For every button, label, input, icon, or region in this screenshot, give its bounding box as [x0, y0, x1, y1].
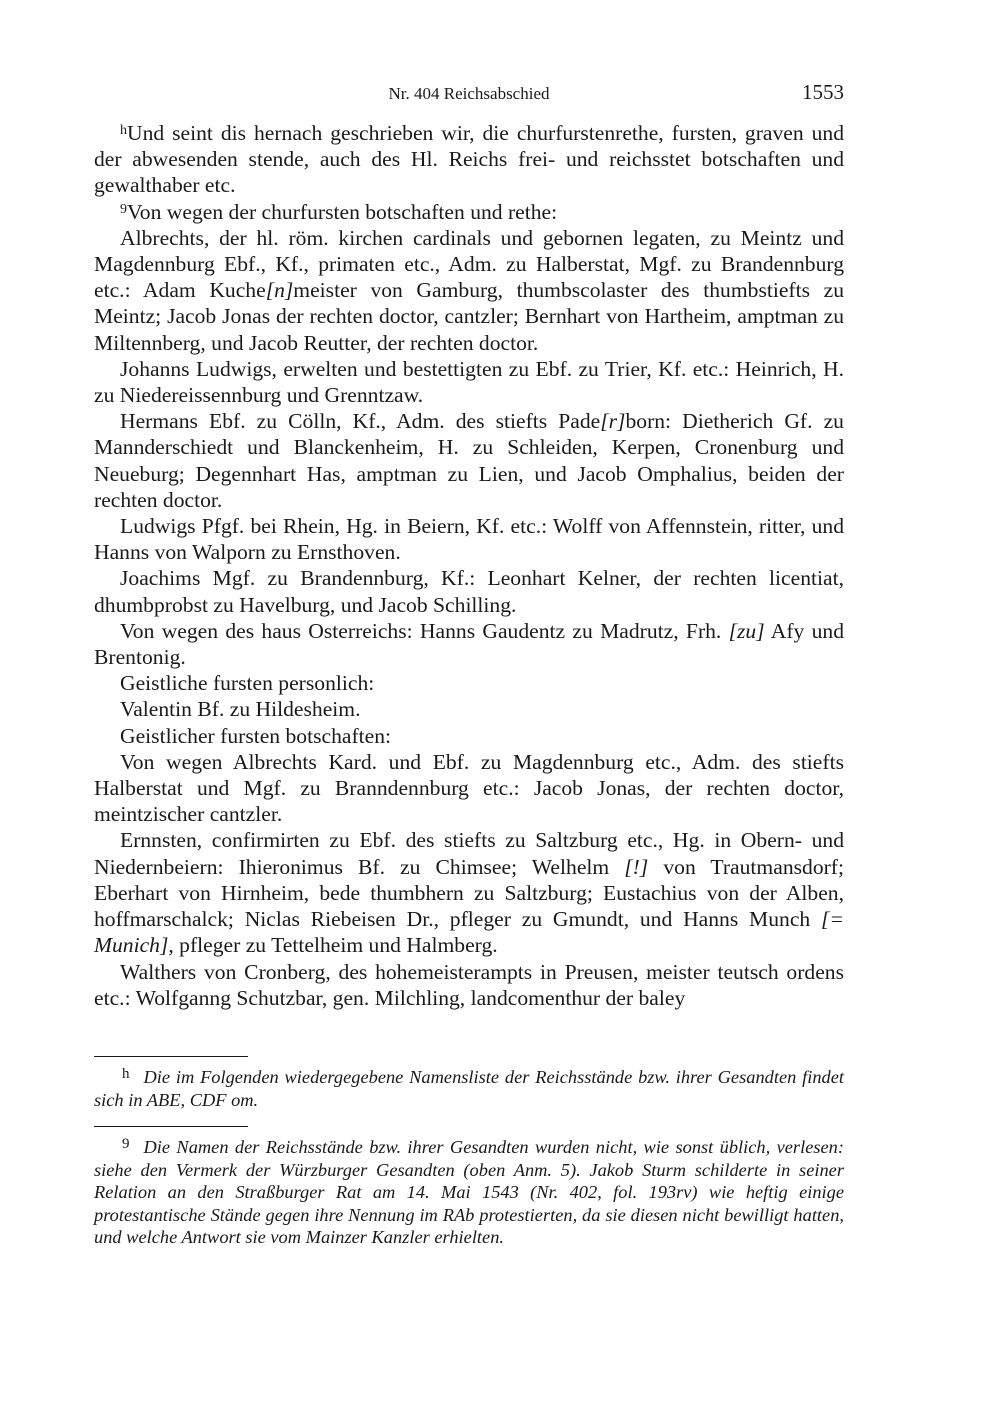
- paragraph: Hermans Ebf. zu Cölln, Kf., Adm. des stiefts Pade[r]born: Dietherich Gf. zu Mannderschiedt und Blanckenheim, H. zu Schleiden, Kerpen, Cronenburg und Neueburg; Degennhart Has, amptman zu Lien, und Jacob Omphalius, beiden der rechten doctor.: [94, 409, 844, 512]
- paragraph: Walthers von Cronberg, des hohemeisterampts in Preusen, meister teutsch ordens etc.: Wolfganng Schutzbar, gen. Milchling, landcomenthur der baley: [94, 959, 844, 1010]
- footnote-h: $^h$ Die im Folgenden wiedergegebene Namensliste der Reichsstände bzw. ihrer Gesandten findet sich in ABE, CDF om.: [94, 1066, 844, 1110]
- editorial-insertion: [= Munich]: [94, 907, 844, 958]
- paragraph: Joachims Mgf. zu Brandennburg, Kf.: Leonhart Kelner, der rechten licentiat, dhumbprobst zu Havelburg, und Jacob Schilling.: [94, 566, 844, 617]
- paragraph: Geistliche fursten personlich:: [120, 671, 375, 696]
- editorial-insertion: [!]: [624, 854, 649, 879]
- paragraph: $^h$Und seint dis hernach geschrieben wir, die churfurstenrethe, fursten, graven und der abwesenden stende, auch des Hl. Reichs frei- und reichsstet botschaften und gewalthaber etc.: [94, 121, 844, 198]
- footnote-9: $^9$ Die Namen der Reichsstände bzw. ihrer Gesandten wurden nicht, wie sonst üblich, verlesen: siehe den Vermerk der Würzburger Gesandten (oben Anm. 5). Jakob Sturm schilderte in seiner Relation an den Straßburger Rat am 14. Mai 1543 (Nr. 402, fol. 193rv) wie heftig einige protestantische Stände gegen ihre Nennung im RAb protestierten, da sie diesen nicht bewilligt hatten, und welche Antwort sie vom Mainzer Kanzler erhielten.: [94, 1136, 844, 1248]
- editorial-insertion: [r]: [600, 409, 626, 434]
- footnote-rule: [94, 1056, 248, 1057]
- footnote-mark: h: [120, 123, 127, 138]
- footnote-mark: 9: [122, 1136, 130, 1152]
- paragraph: Ludwigs Pfgf. bei Rhein, Hg. in Beiern, Kf. etc.: Wolff von Affennstein, ritter, und Hanns von Walporn zu Ernsthoven.: [94, 514, 844, 565]
- paragraph: $^9$Von wegen der churfursten botschaften und rethe:: [120, 199, 558, 224]
- paragraph: Valentin Bf. zu Hildesheim.: [120, 697, 361, 722]
- footnote-mark: h: [122, 1066, 130, 1082]
- running-title: Nr. 404 Reichsabschied: [388, 84, 550, 103]
- paragraph: Johanns Ludwigs, erwelten und bestettigten zu Ebf. zu Trier, Kf. etc.: Heinrich, H. zu Niedereissennburg und Grenntzaw.: [94, 356, 844, 408]
- paragraph: Von wegen des haus Osterreichs: Hanns Gaudentz zu Madrutz, Frh. [zu] Afy und Brentonig.: [94, 618, 845, 670]
- paragraph: Geistlicher fursten botschaften:: [120, 723, 392, 748]
- page-number: 1553: [802, 80, 844, 104]
- paragraph: Albrechts, der hl. röm. kirchen cardinals und gebornen legaten, zu Meintz und Magdennburg Ebf., Kf., primaten etc., Adm. zu Halberstat, Mgf. zu Brandennburg etc.: Adam Kuche[n]meister von Gamburg, thumbscolaster des thumbstiefts zu Meintz; Jacob Jonas der rechten doctor, cantzler; Bernhart von Hartheim, amptman zu Miltennberg, und Jacob Reutter, der rechten doctor.: [94, 225, 844, 355]
- footnote-rule: [94, 1126, 248, 1127]
- paragraph: Ernnsten, confirmirten zu Ebf. des stiefts zu Saltzburg etc., Hg. in Obern- und Niedernbeiern: Ihieronimus Bf. zu Chimsee; Welhelm [!] von Trautmansdorf; Eberhart von Hirnheim, bede thumbhern zu Saltzburg; Eustachius von der Alben, hoffmarschalck; Niclas Riebeisen Dr., pfleger zu Gmundt, und Hanns Munch [= Munich], pfleger zu Tettelheim und Halmberg.: [94, 828, 844, 958]
- main-text: [94, 120, 844, 1011]
- paragraph: Von wegen Albrechts Kard. und Ebf. zu Magdennburg etc., Adm. des stiefts Halberstat und Mgf. zu Branndennburg etc.: Jacob Jonas, der rechten doctor, meintzischer cantzler.: [94, 749, 844, 827]
- editorial-insertion: [zu]: [728, 618, 765, 643]
- editorial-insertion: [n]: [265, 278, 294, 303]
- footnote-mark: 9: [120, 201, 127, 217]
- running-head: [94, 80, 844, 108]
